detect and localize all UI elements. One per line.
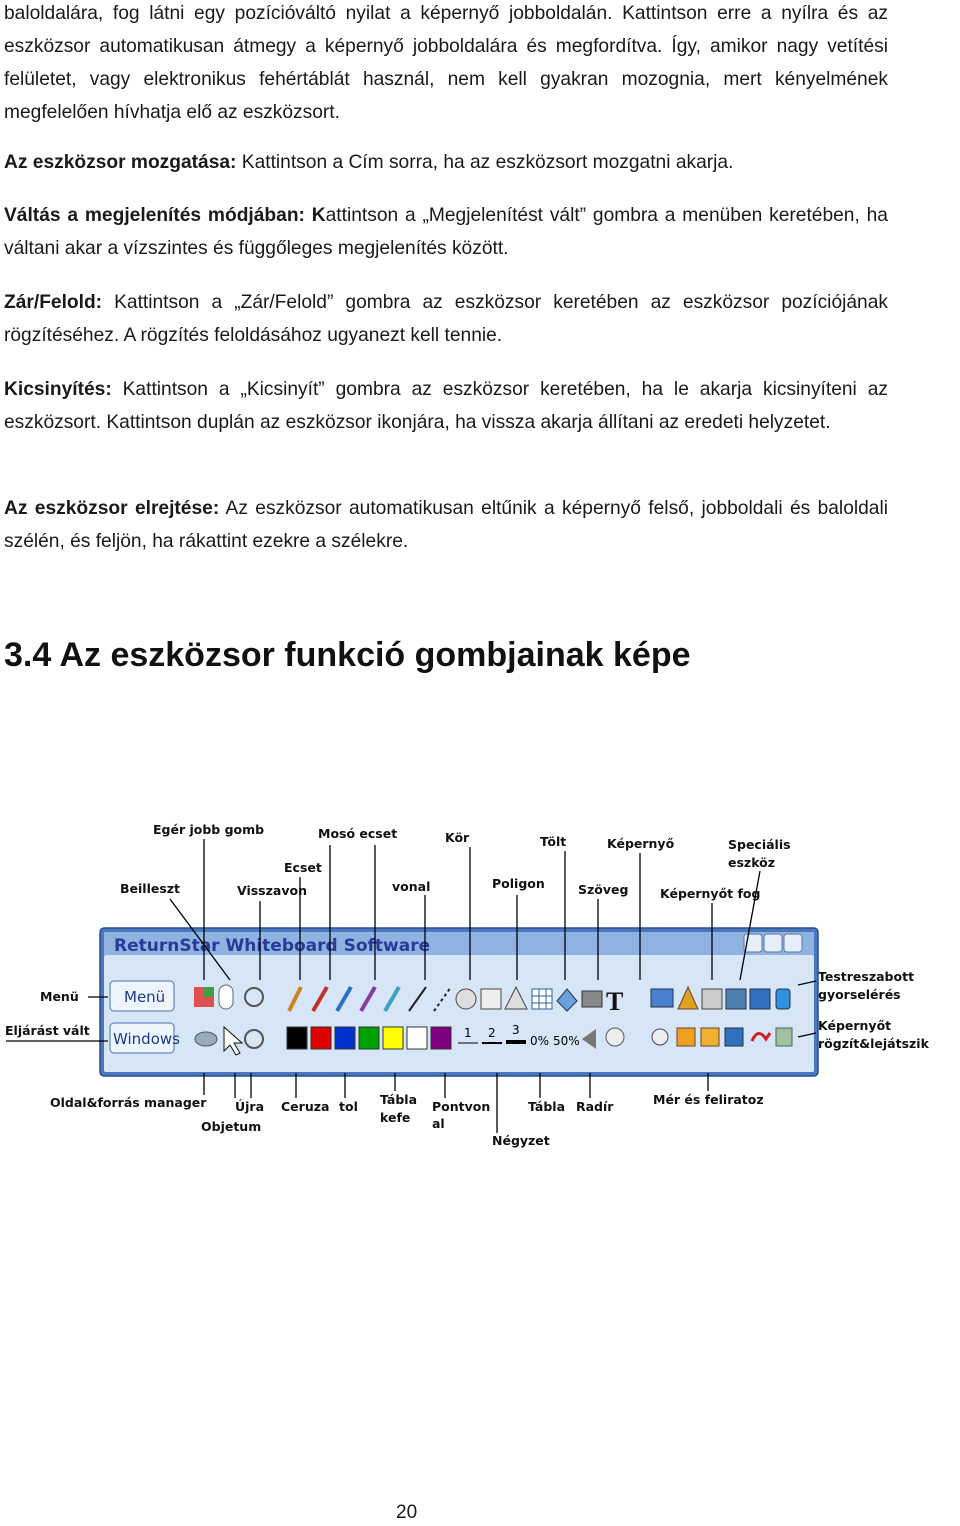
pen-size-2[interactable]: 2 <box>488 1026 496 1040</box>
transparency-50[interactable]: 50% <box>553 1034 580 1048</box>
item-term: Zár/Felold: <box>4 292 103 313</box>
square-icon[interactable] <box>481 989 501 1009</box>
label-oldal-forras: Oldal&forrás manager <box>50 1095 207 1110</box>
label-al: al <box>432 1116 445 1131</box>
item-term: Kicsinyítés: <box>4 379 112 400</box>
label-menu: Menü <box>40 989 79 1004</box>
item-switch-display <box>4 199 888 265</box>
windows-button-label: Windows <box>113 1030 180 1048</box>
label-objetum: Objetum <box>201 1119 262 1134</box>
eraser-icon[interactable] <box>582 991 602 1007</box>
custom-shortcut-icon[interactable] <box>750 989 770 1009</box>
item-term: Az eszközsor mozgatása: <box>4 152 237 173</box>
label-kepernyo: Képernyő <box>607 836 675 851</box>
label-testreszabott: Testreszabott <box>818 969 915 984</box>
screen-icon[interactable] <box>651 989 673 1007</box>
label-ujra: Újra <box>235 1099 265 1114</box>
text-tool-icon[interactable]: T <box>606 987 624 1016</box>
label-negyzet: Négyzet <box>492 1133 550 1148</box>
label-eger-jobb-gomb: Egér jobb gomb <box>153 822 265 837</box>
color-swatch[interactable] <box>335 1027 355 1049</box>
label-kefe: kefe <box>380 1110 411 1125</box>
item-term: Váltás a megjelenítés módjában: K <box>4 205 326 226</box>
pen-size-1[interactable]: 1 <box>464 1026 472 1040</box>
label-tolt: Tölt <box>540 834 567 849</box>
color-swatch[interactable] <box>287 1027 307 1049</box>
toolbar-figure <box>0 815 960 1160</box>
color-swatch[interactable] <box>383 1027 403 1049</box>
label-gyorseleres: gyorselérés <box>818 987 901 1002</box>
section-heading: 3.4 Az eszközsor funkció gombjainak képe <box>4 636 691 674</box>
label-tol: tol <box>339 1099 358 1114</box>
window-title: ReturnStar Whiteboard Software <box>114 936 431 956</box>
label-kepernyot-fog: Képernyőt fog <box>660 886 761 901</box>
item-text: attintson a „Megjelenítést vált” gombra a menüben keretében, ha váltani akar a vízszintes és függőleges megjelenítés között. <box>4 205 888 259</box>
label-beilleszt: Beilleszt <box>120 881 181 896</box>
layout-icon[interactable] <box>725 1028 743 1046</box>
transparency-0[interactable]: 0% <box>530 1034 550 1048</box>
color-palette <box>287 1027 451 1049</box>
color-swatch[interactable] <box>359 1027 379 1049</box>
page-number: 20 <box>396 1502 418 1523</box>
pen-size-3[interactable]: 3 <box>512 1023 520 1037</box>
label-visszavon: Visszavon <box>237 883 307 898</box>
curtain-icon[interactable] <box>701 1028 719 1046</box>
item-text: Kattintson a „Zár/Felold” gombra az eszközsor keretében az eszközsor pozíciójának rögzítéséhez. A rögzítés feloldásához ugyanezt kell tennie. <box>4 292 888 346</box>
label-kor: Kör <box>445 830 470 845</box>
intro-paragraph: baloldalára, fog látni egy pozícióváltó nyilat a képernyő jobboldalán. Kattintson erre a nyílra és az eszközsor automatikusan átmegy a képernyő jobboldalára és megfordítva. Így, amikor nagy vetítési felületet, vagy elektronikus fehértáblát használ, nem kell gyakran mozognia, mert kényelmének megfelelően hívhatja elő az eszközsort. <box>4 3 888 123</box>
item-term: Az eszközsor elrejtése: <box>4 498 220 519</box>
bulb-icon[interactable] <box>606 1028 624 1046</box>
lock-button[interactable] <box>784 934 802 952</box>
label-pontvon: Pontvon <box>432 1099 491 1114</box>
item-hide-toolbar <box>4 492 888 558</box>
label-eljarast-valt: Eljárást vált <box>5 1023 90 1038</box>
quick-access-icon[interactable] <box>776 989 790 1009</box>
spotlight-icon[interactable] <box>677 1028 695 1046</box>
color-swatch[interactable] <box>431 1027 451 1049</box>
extra-tool-icon[interactable] <box>776 1028 792 1046</box>
label-vonal: vonal <box>392 879 431 894</box>
magnifier-icon[interactable] <box>652 1029 668 1045</box>
label-rogzit-lejatszik: rögzít&lejátszik <box>818 1036 929 1051</box>
item-text: Kattintson a Cím sorra, ha az eszközsort mozgatni akarja. <box>236 152 734 173</box>
item-lock-unlock <box>4 286 888 352</box>
menu-button[interactable] <box>110 981 174 1011</box>
label-mer-es-feliratoz: Mér és feliratoz <box>653 1092 764 1107</box>
item-minimize <box>4 373 888 439</box>
label-tabla-2: Tábla <box>528 1099 566 1114</box>
special-tool-icon[interactable] <box>726 989 746 1009</box>
label-eszkoz: eszköz <box>728 855 776 870</box>
item-text: Az eszközsor automatikusan eltűnik a képernyő felső, jobboldali és baloldali szélén, és feljön, ha rákattint ezekre a szélekre. <box>4 498 888 552</box>
label-specialis: Speciális <box>728 837 791 852</box>
label-szoveg: Szöveg <box>578 882 629 897</box>
windows-button[interactable] <box>110 1023 180 1053</box>
color-swatch[interactable] <box>311 1027 331 1049</box>
label-moso-ecset: Mosó ecset <box>318 826 398 841</box>
screen-capture-icon[interactable] <box>702 989 722 1009</box>
label-ceruza: Ceruza <box>281 1099 330 1114</box>
item-move-toolbar <box>4 146 888 179</box>
mouse-right-click-icon[interactable] <box>219 985 233 1009</box>
menu-button-label: Menü <box>124 988 166 1006</box>
circle-icon[interactable] <box>456 989 476 1009</box>
table-icon[interactable] <box>532 989 552 1009</box>
switch-display-button[interactable] <box>764 934 782 952</box>
label-tabla: Tábla <box>380 1092 418 1107</box>
item-text: Kattintson a „Kicsinyít” gombra az eszközsor keretében, ha le akarja kicsinyíteni az eszközsort. Kattintson duplán az eszközsor ikonjára, ha vissza akarja állítani az eredeti helyzetet. <box>4 379 888 433</box>
process-switch-icon[interactable] <box>195 1032 217 1046</box>
color-swatch[interactable] <box>407 1027 427 1049</box>
label-radir: Radír <box>576 1099 614 1114</box>
label-kepernyot: Képernyőt <box>818 1018 892 1033</box>
label-ecset: Ecset <box>284 860 322 875</box>
label-poligon: Poligon <box>492 876 545 891</box>
